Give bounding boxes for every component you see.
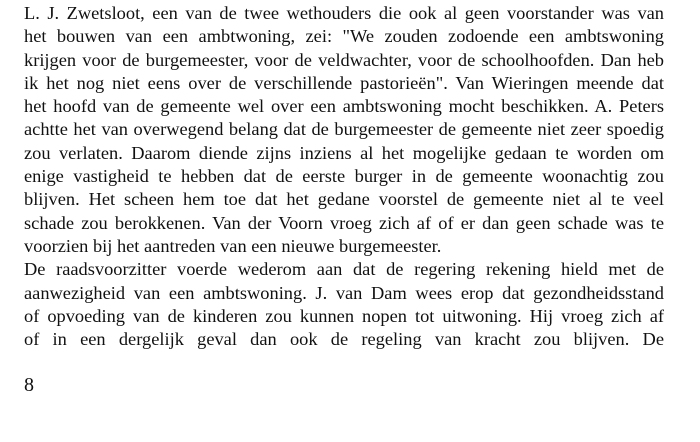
text-line: schade zou berokkenen. Van der Voorn vroeg zich af of er dan geen schade was te <box>24 212 664 233</box>
text-line: zou verlaten. Daarom diende zijns inziens al het mogelijke gedaan te worden om <box>24 142 664 163</box>
text-line: of opvoeding van de kinderen zou kunnen nopen tot uitwoning. Hij vroeg zich af <box>24 305 664 326</box>
text-line: De raadsvoorzitter voerde wederom aan dat de regering rekening hield met de <box>24 259 664 280</box>
text-line: blijven. Het scheen hem toe dat het gedane voorstel de gemeente niet al te veel <box>24 189 664 210</box>
paragraph-end-line: voorzien bij het aantreden van een nieuwe burgemeester. <box>24 235 442 256</box>
page-number: 8 <box>24 374 34 396</box>
text-line: het bouwen van een ambtwoning, zei: "We zouden zodoende een ambtswoning <box>24 26 664 47</box>
text-line: achtte het van overwegend belang dat de burgemeester de gemeente niet zeer spoedig <box>24 119 664 140</box>
text-line: ik het nog niet eens over de verschillende pastorieën". Van Wieringen meende dat <box>24 72 664 93</box>
text-line: het hoofd van de gemeente wel over een ambtswoning mocht beschikken. A. Peters <box>24 96 664 117</box>
body-text <box>24 2 664 351</box>
text-line: of in een dergelijk geval dan ook de regeling van kracht zou blijven. De <box>24 329 664 350</box>
text-line: krijgen voor de burgemeester, voor de veldwachter, voor de schoolhoofden. Dan heb <box>24 49 664 70</box>
text-line: aanwezigheid van een ambtswoning. J. van Dam wees erop dat gezondheidsstand <box>24 282 664 303</box>
text-line: L. J. Zwetsloot, een van de twee wethouders die ook al geen voorstander was van <box>24 3 664 23</box>
text-line: enige vastigheid te hebben dat de eerste burger in de gemeente woonachtig zou <box>24 166 664 187</box>
